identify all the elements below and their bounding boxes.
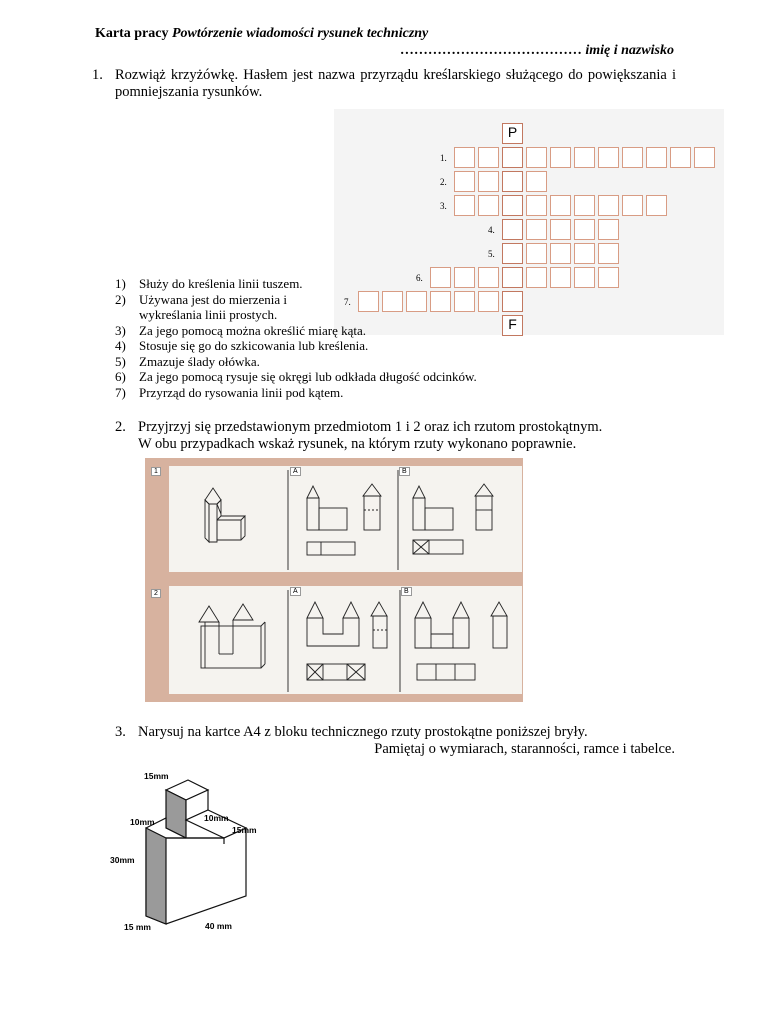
tag-2a: A [290, 587, 301, 596]
tag-1b: B [399, 467, 410, 476]
crossword-key-cell [502, 219, 523, 240]
clue-item [115, 338, 559, 354]
clue-text: Zmazuje ślady ołówka. [139, 353, 260, 369]
dim-bottom-left: 15 mm [124, 922, 151, 932]
crossword-key-cell [502, 243, 523, 264]
object-1-option-b [413, 484, 493, 554]
clue-item [115, 292, 559, 308]
clue-item [115, 307, 559, 323]
crossword-key-cell [502, 195, 523, 216]
crossword-cell [598, 147, 619, 168]
crossword-row-label: 2. [440, 177, 447, 187]
crossword-cell [550, 147, 571, 168]
task-1 [92, 67, 676, 101]
clue-item [115, 369, 559, 385]
page-title: Karta pracy Powtórzenie wiadomości rysunek techniczny [95, 26, 429, 41]
task-3-line-1: Narysuj na kartce A4 z bloku technicznego rzuty prostokątne poniższej bryły. [138, 724, 588, 740]
crossword-cell [574, 267, 595, 288]
clue-item [115, 354, 559, 370]
crossword-cell [694, 147, 715, 168]
clue-text: Za jego pomocą rysuje się okręgi lub odkłada długość odcinków. [139, 369, 477, 384]
clue-number: 4) [115, 338, 126, 353]
tag-1: 1 [151, 467, 161, 476]
crossword-key-cell [502, 147, 523, 168]
crossword-cell [526, 147, 547, 168]
dim-height: 30mm [110, 855, 135, 865]
clue-number: 5) [115, 353, 126, 369]
task-3 [115, 724, 675, 758]
crossword-cell [526, 171, 547, 192]
clue-item [115, 323, 559, 339]
crossword-key-cell [502, 171, 523, 192]
crossword-row-label: 1. [440, 153, 447, 163]
crossword-top-letter: P [507, 124, 518, 140]
projection-drawings [145, 458, 523, 702]
crossword-cell [550, 195, 571, 216]
object-1-isometric [205, 488, 245, 542]
clue-item [115, 385, 559, 401]
crossword-cell [598, 243, 619, 264]
crossword-cell [622, 195, 643, 216]
crossword-cell [574, 219, 595, 240]
crossword-cell [646, 195, 667, 216]
clue-text: Używana jest do mierzenia i [139, 291, 287, 307]
crossword-cell [550, 219, 571, 240]
object-1-option-a [307, 484, 381, 555]
clue-text: Przyrząd do rysowania linii pod kątem. [139, 384, 344, 400]
tag-2: 2 [151, 589, 161, 598]
clue-item [115, 276, 559, 292]
crossword-row-label: 6. [416, 273, 423, 283]
crossword-cell [598, 267, 619, 288]
tag-2b: B [401, 587, 412, 596]
dim-bottom-right: 40 mm [205, 921, 232, 931]
crossword-row-label: 5. [488, 249, 495, 259]
crossword-bottom-letter: F [508, 316, 517, 332]
crossword-row-label: 3. [440, 201, 447, 211]
crossword-cell [454, 171, 475, 192]
clue-text: Służy do kreślenia linii tuszem. [139, 276, 303, 291]
crossword-cell [646, 147, 667, 168]
object-2-option-a [307, 602, 387, 680]
clue-number: 3) [115, 322, 126, 338]
crossword-cell [526, 243, 547, 264]
object-2-option-b [415, 602, 507, 680]
crossword-cell [526, 195, 547, 216]
crossword-cell [478, 147, 499, 168]
crossword-cell [550, 243, 571, 264]
task-2-line-1: Przyjrzyj się przedstawionym przedmiotom 1 i 2 oraz ich rzutom prostokątnym. [138, 419, 603, 435]
crossword-cell [574, 195, 595, 216]
task-number: 2. [115, 419, 126, 435]
clue-list [115, 276, 559, 400]
projection-photo [145, 458, 523, 702]
object-2-isometric [199, 604, 265, 668]
task-3-line-2: Pamiętaj o wymiarach, staranności, ramce i tabelce. [374, 741, 675, 757]
crossword-cell [622, 147, 643, 168]
solid-figure [110, 766, 275, 938]
task-number: 1. [92, 67, 103, 83]
solid-drawing [110, 766, 275, 938]
crossword-cell [598, 195, 619, 216]
clue-number: 2) [115, 291, 126, 307]
crossword-cell [574, 147, 595, 168]
dim-top: 15mm [144, 771, 169, 781]
crossword-cell [574, 243, 595, 264]
crossword-cell [670, 147, 691, 168]
clue-text: Za jego pomocą można określić miarę kąta. [139, 322, 367, 338]
task-number: 3. [115, 724, 126, 740]
clue-text: wykreślania linii prostych. [139, 307, 278, 322]
clue-number: 1) [115, 276, 126, 291]
crossword-cell [478, 171, 499, 192]
dim-right-depth: 15mm [232, 825, 257, 835]
crossword-row-label: 4. [488, 225, 495, 235]
crossword-cell [454, 147, 475, 168]
task-1-text: Rozwiąż krzyżówkę. Hasłem jest nazwa przyrządu kreślarskiego służącego do powiększania i pomniejszania rysunków. [115, 67, 676, 100]
dim-inner-step: 10mm [204, 813, 229, 823]
dim-left-step: 10mm [130, 817, 155, 827]
crossword-cell [478, 195, 499, 216]
clue-number: 7) [115, 384, 126, 400]
tag-1a: A [290, 467, 301, 476]
crossword-cell [454, 195, 475, 216]
name-field: ………………………………… imię i nazwisko [399, 43, 674, 58]
clue-text: Stosuje się go do szkicowania lub kreślenia. [139, 338, 369, 353]
task-2 [115, 419, 715, 453]
clue-number: 6) [115, 369, 126, 384]
crossword-cell [598, 219, 619, 240]
crossword-cell [526, 219, 547, 240]
task-2-line-2: W obu przypadkach wskaż rysunek, na którym rzuty wykonano poprawnie. [138, 436, 577, 452]
crossword-row-label: 7. [344, 297, 351, 307]
